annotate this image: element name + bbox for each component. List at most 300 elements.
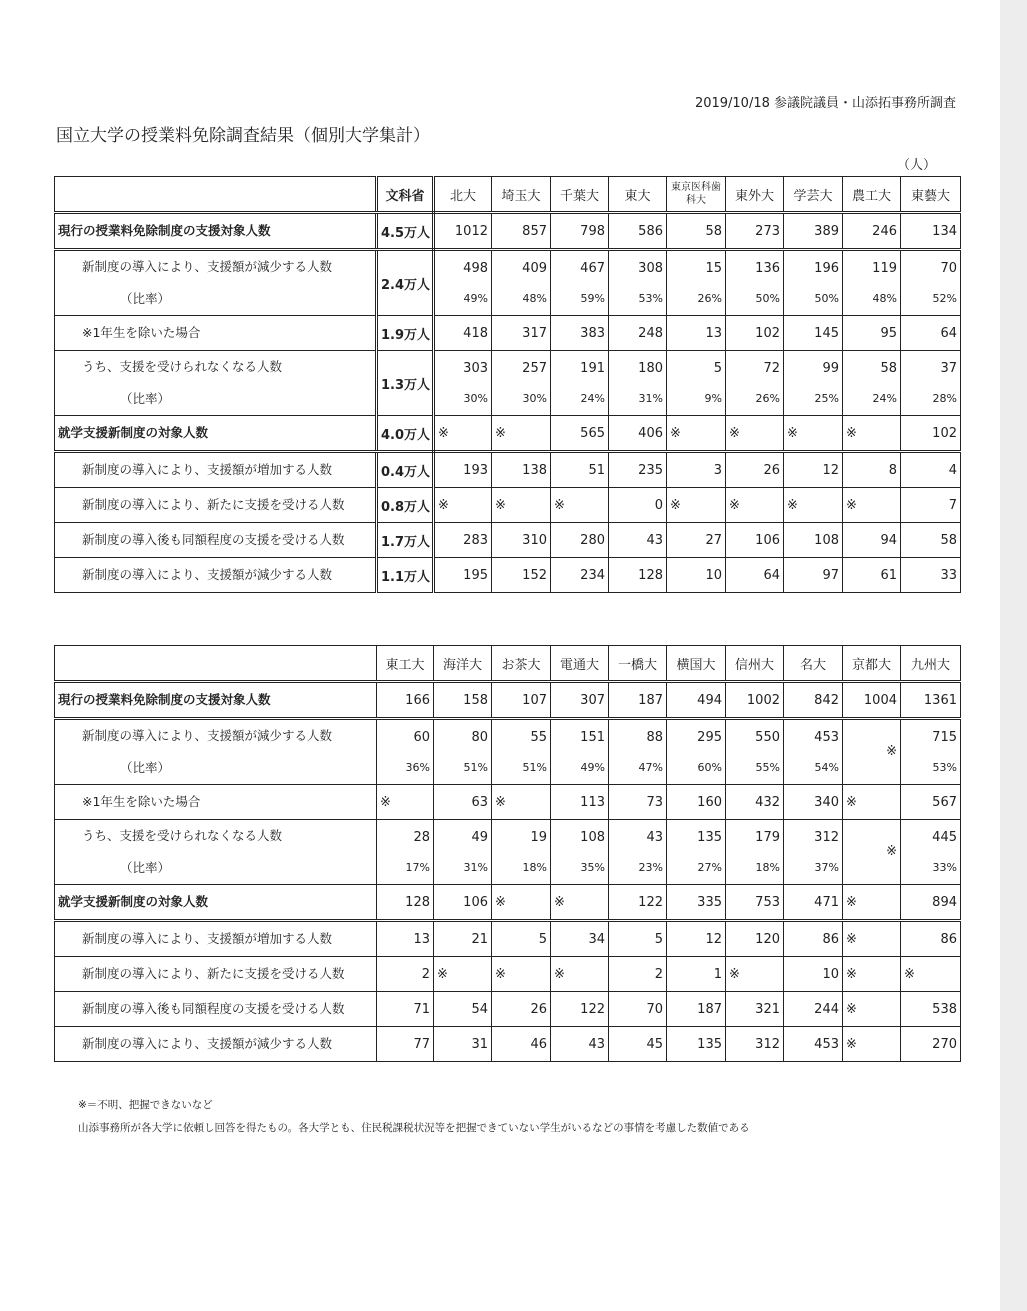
value-cell — [492, 820, 551, 885]
value-cell — [551, 820, 609, 885]
ratio-value: 49% — [463, 292, 488, 305]
count-value: 28 — [413, 830, 430, 845]
value-cell: ※ — [784, 416, 843, 452]
value-cell: 567 — [901, 785, 961, 820]
unit-note: （人） — [896, 158, 936, 173]
row-label — [55, 1027, 377, 1062]
survey-date-line: 2019/10/18 参議院議員・山添拓事務所調査 — [694, 96, 956, 111]
value-cell: 894 — [901, 885, 961, 921]
value-cell: 2 — [377, 957, 434, 992]
value-cell: ※ — [492, 785, 551, 820]
row-label — [55, 523, 377, 558]
value-cell — [492, 351, 551, 416]
value-cell — [377, 719, 434, 785]
row-label-text: ※1年生を除いた場合 — [82, 794, 201, 809]
value-cell: ※ — [843, 785, 901, 820]
value-cell: 10 — [784, 957, 843, 992]
ratio-value: 30% — [522, 392, 547, 405]
table-row — [55, 957, 961, 992]
value-cell: ※ — [492, 488, 551, 523]
ratio-value: 53% — [638, 292, 663, 305]
mext-value: 1.7万人 — [377, 523, 434, 558]
university-header: 千葉大 — [551, 177, 609, 213]
value-cell: 122 — [551, 992, 609, 1027]
value-cell: 273 — [726, 213, 784, 250]
row-label — [55, 719, 377, 785]
value-cell — [843, 719, 901, 785]
value-cell: 122 — [609, 885, 667, 921]
ratio-value: 60% — [697, 761, 722, 774]
value-cell: 34 — [551, 921, 609, 957]
value-cell: 13 — [377, 921, 434, 957]
ratio-value: 9% — [704, 392, 722, 405]
footnote-source: 山添事務所が各大学に依頼し回答を得たもの。各大学とも、住民税課税状況等を把握できていない学生がいるなどの事情を考慮した数値である — [78, 1122, 750, 1134]
ratio-value: 26% — [697, 292, 722, 305]
value-cell — [843, 820, 901, 885]
value-cell: ※ — [551, 957, 609, 992]
university-header: 九州大 — [901, 646, 961, 682]
value-cell: 1002 — [726, 682, 784, 719]
value-cell: ※ — [843, 921, 901, 957]
university-header: 東大 — [609, 177, 667, 213]
value-cell: 158 — [434, 682, 492, 719]
university-header: 東工大 — [377, 646, 434, 682]
value-cell — [609, 820, 667, 885]
ratio-label: （比率） — [120, 391, 171, 406]
ratio-value: 25% — [814, 392, 839, 405]
ratio-value: 51% — [463, 761, 488, 774]
value-cell — [784, 820, 843, 885]
value-cell: 432 — [726, 785, 784, 820]
value-cell: 54 — [434, 992, 492, 1027]
value-cell — [667, 351, 726, 416]
value-cell: 138 — [492, 452, 551, 488]
count-value: 119 — [872, 261, 897, 276]
ratio-value: 30% — [463, 392, 488, 405]
value-cell: 246 — [843, 213, 901, 250]
row-label-text: 就学支援新制度の対象人数 — [58, 425, 209, 440]
count-value: 445 — [932, 830, 957, 845]
ratio-value: 35% — [580, 861, 605, 874]
value-cell: 160 — [667, 785, 726, 820]
university-header: 埼玉大 — [492, 177, 551, 213]
value-cell: 64 — [726, 558, 784, 593]
value-cell — [609, 250, 667, 316]
ratio-value: 18% — [522, 861, 547, 874]
value-cell: 31 — [434, 1027, 492, 1062]
value-cell: ※ — [434, 488, 492, 523]
ratio-value: 55% — [755, 761, 780, 774]
value-cell: 26 — [726, 452, 784, 488]
count-value: 196 — [814, 261, 839, 276]
count-value: 43 — [646, 830, 663, 845]
mext-header: 文科省 — [377, 177, 434, 213]
ratio-value: 18% — [755, 861, 780, 874]
value-cell: 538 — [901, 992, 961, 1027]
ratio-value: 50% — [755, 292, 780, 305]
ratio-value: 28% — [932, 392, 957, 405]
university-header: 名大 — [784, 646, 843, 682]
ratio-value: 59% — [580, 292, 605, 305]
table-row — [55, 523, 961, 558]
header-blank-cell — [55, 646, 377, 682]
count-value: 70 — [940, 261, 957, 276]
table-row — [55, 452, 961, 488]
value-cell: 70 — [609, 992, 667, 1027]
value-cell: 77 — [377, 1027, 434, 1062]
table-row — [55, 250, 961, 316]
table-row — [55, 885, 961, 921]
value-cell: 340 — [784, 785, 843, 820]
value-cell: ※ — [551, 488, 609, 523]
count-value: 257 — [522, 361, 547, 376]
university-header: 海洋大 — [434, 646, 492, 682]
value-cell: 73 — [609, 785, 667, 820]
row-label-text: 現行の授業料免除制度の支援対象人数 — [58, 692, 271, 707]
ratio-label: （比率） — [120, 760, 171, 775]
value-cell — [492, 719, 551, 785]
value-cell: 321 — [726, 992, 784, 1027]
university-header: 東藝大 — [901, 177, 961, 213]
value-cell — [901, 351, 961, 416]
mext-value: 0.4万人 — [377, 452, 434, 488]
value-cell: 406 — [609, 416, 667, 452]
table-row — [55, 213, 961, 250]
mext-value: 1.9万人 — [377, 316, 434, 351]
row-label-text: 新制度の導入により、支援額が増加する人数 — [82, 462, 333, 477]
value-cell — [726, 351, 784, 416]
value-cell: 234 — [551, 558, 609, 593]
row-label — [55, 558, 377, 593]
count-value: 467 — [580, 261, 605, 276]
value-cell: ※ — [784, 488, 843, 523]
value-cell — [667, 820, 726, 885]
row-label-text: 新制度の導入により、支援額が減少する人数 — [82, 1036, 333, 1051]
table-row — [55, 316, 961, 351]
table-row — [55, 992, 961, 1027]
count-value: 715 — [932, 730, 957, 745]
value-cell: 383 — [551, 316, 609, 351]
university-header: 京都大 — [843, 646, 901, 682]
value-cell: 128 — [377, 885, 434, 921]
value-cell: 418 — [434, 316, 492, 351]
header-row — [55, 177, 961, 213]
value-cell: 21 — [434, 921, 492, 957]
count-value: 136 — [755, 261, 780, 276]
count-value: 49 — [471, 830, 488, 845]
university-header: お茶大 — [492, 646, 551, 682]
value-cell — [901, 250, 961, 316]
value-cell — [901, 719, 961, 785]
exemption-table-2 — [54, 645, 961, 1062]
count-value: 60 — [413, 730, 430, 745]
value-cell: 244 — [784, 992, 843, 1027]
count-value: 191 — [580, 361, 605, 376]
value-cell — [784, 351, 843, 416]
table-row — [55, 558, 961, 593]
count-value: 108 — [580, 830, 605, 845]
value-cell: 86 — [784, 921, 843, 957]
value-cell: 46 — [492, 1027, 551, 1062]
row-label — [55, 488, 377, 523]
value-cell: 753 — [726, 885, 784, 921]
ratio-value: 54% — [814, 761, 839, 774]
value-cell: 45 — [609, 1027, 667, 1062]
value-cell: 235 — [609, 452, 667, 488]
count-value: 550 — [755, 730, 780, 745]
value-cell: 310 — [492, 523, 551, 558]
value-cell: 102 — [901, 416, 961, 452]
row-label-text: 就学支援新制度の対象人数 — [58, 894, 209, 909]
value-cell: 4 — [901, 452, 961, 488]
value-cell: 565 — [551, 416, 609, 452]
row-label-text: 新制度の導入により、支援額が減少する人数 — [82, 259, 333, 274]
value-cell: 335 — [667, 885, 726, 921]
value-cell: 108 — [784, 523, 843, 558]
ratio-value: 17% — [405, 861, 430, 874]
count-value: 88 — [646, 730, 663, 745]
ratio-value: 31% — [463, 861, 488, 874]
value-cell: 270 — [901, 1027, 961, 1062]
value-cell — [551, 250, 609, 316]
value-cell: 134 — [901, 213, 961, 250]
value-cell — [609, 351, 667, 416]
value-cell: ※ — [843, 992, 901, 1027]
ratio-value: 47% — [638, 761, 663, 774]
university-header: 横国大 — [667, 646, 726, 682]
mext-value: 4.0万人 — [377, 416, 434, 452]
value-cell: 471 — [784, 885, 843, 921]
ratio-value: 31% — [638, 392, 663, 405]
value-cell — [434, 250, 492, 316]
count-value: 135 — [697, 830, 722, 845]
value-cell: 51 — [551, 452, 609, 488]
value-cell: 145 — [784, 316, 843, 351]
mext-value: 2.4万人 — [377, 250, 434, 316]
value-cell: 317 — [492, 316, 551, 351]
row-label — [55, 316, 377, 351]
value-cell: 187 — [609, 682, 667, 719]
value-cell — [377, 820, 434, 885]
row-label-text: ※1年生を除いた場合 — [82, 325, 201, 340]
value-cell: 152 — [492, 558, 551, 593]
value-cell: 3 — [667, 452, 726, 488]
footnote-legend: ※＝不明、把握できないなど — [78, 1099, 213, 1111]
value-cell: 27 — [667, 523, 726, 558]
table-row — [55, 719, 961, 785]
value-cell: 12 — [784, 452, 843, 488]
value-cell: ※ — [843, 416, 901, 452]
count-value: 37 — [940, 361, 957, 376]
ratio-value: 27% — [697, 861, 722, 874]
value-cell: 5 — [609, 921, 667, 957]
value-cell: 193 — [434, 452, 492, 488]
value-cell: 64 — [901, 316, 961, 351]
value-cell: 312 — [726, 1027, 784, 1062]
count-value: 498 — [463, 261, 488, 276]
row-label — [55, 416, 377, 452]
value-cell — [434, 351, 492, 416]
count-value: 55 — [530, 730, 547, 745]
mext-value: 1.1万人 — [377, 558, 434, 593]
value-cell: 453 — [784, 1027, 843, 1062]
value-cell — [784, 250, 843, 316]
value-cell: ※ — [377, 785, 434, 820]
value-cell: 1004 — [843, 682, 901, 719]
value-cell: 5 — [492, 921, 551, 957]
value-cell: 58 — [901, 523, 961, 558]
value-cell: ※ — [434, 416, 492, 452]
ratio-value: 52% — [932, 292, 957, 305]
value-cell: 61 — [843, 558, 901, 593]
header-row — [55, 646, 961, 682]
count-value: 5 — [713, 361, 722, 376]
value-cell: 389 — [784, 213, 843, 250]
value-cell: 280 — [551, 523, 609, 558]
row-label — [55, 820, 377, 885]
table-row — [55, 921, 961, 957]
value-cell: 26 — [492, 992, 551, 1027]
value-cell — [901, 820, 961, 885]
value-cell: ※ — [726, 416, 784, 452]
value-cell: ※ — [843, 1027, 901, 1062]
value-cell — [843, 250, 901, 316]
row-label-text: 新制度の導入により、新たに支援を受ける人数 — [82, 497, 345, 512]
count-value: 295 — [697, 730, 722, 745]
value-cell: 86 — [901, 921, 961, 957]
value-cell: 7 — [901, 488, 961, 523]
university-header: 信州大 — [726, 646, 784, 682]
value-cell: 166 — [377, 682, 434, 719]
value-cell: 107 — [492, 682, 551, 719]
ratio-value: 33% — [932, 861, 957, 874]
university-header: 農工大 — [843, 177, 901, 213]
count-value: ※ — [886, 844, 897, 859]
table-row — [55, 682, 961, 719]
value-cell: 71 — [377, 992, 434, 1027]
ratio-label: （比率） — [120, 291, 171, 306]
value-cell: ※ — [551, 885, 609, 921]
row-label — [55, 992, 377, 1027]
ratio-value: 24% — [872, 392, 897, 405]
value-cell: 857 — [492, 213, 551, 250]
ratio-value: 26% — [755, 392, 780, 405]
value-cell — [434, 820, 492, 885]
value-cell: 58 — [667, 213, 726, 250]
ratio-value: 48% — [872, 292, 897, 305]
value-cell — [726, 250, 784, 316]
mext-value: 4.5万人 — [377, 213, 434, 250]
value-cell — [609, 719, 667, 785]
table-row — [55, 785, 961, 820]
row-label-text: 新制度の導入により、支援額が増加する人数 — [82, 931, 333, 946]
value-cell — [726, 719, 784, 785]
value-cell: 494 — [667, 682, 726, 719]
row-label-text: 新制度の導入により、新たに支援を受ける人数 — [82, 966, 345, 981]
university-header: 東外大 — [726, 177, 784, 213]
row-label-text: 新制度の導入により、支援額が減少する人数 — [82, 567, 333, 582]
count-value: 308 — [638, 261, 663, 276]
value-cell: ※ — [843, 488, 901, 523]
mext-value: 0.8万人 — [377, 488, 434, 523]
row-label — [55, 452, 377, 488]
value-cell: ※ — [843, 957, 901, 992]
value-cell: ※ — [843, 885, 901, 921]
value-cell: 128 — [609, 558, 667, 593]
value-cell: 43 — [551, 1027, 609, 1062]
value-cell: 1 — [667, 957, 726, 992]
value-cell: 2 — [609, 957, 667, 992]
university-header: 一橋大 — [609, 646, 667, 682]
count-value: 180 — [638, 361, 663, 376]
table-row — [55, 488, 961, 523]
value-cell — [551, 351, 609, 416]
count-value: 72 — [763, 361, 780, 376]
count-value: 453 — [814, 730, 839, 745]
count-value: 179 — [755, 830, 780, 845]
value-cell: 798 — [551, 213, 609, 250]
table-row — [55, 820, 961, 885]
value-cell: 195 — [434, 558, 492, 593]
value-cell: ※ — [726, 488, 784, 523]
count-value: 15 — [705, 261, 722, 276]
value-cell: 842 — [784, 682, 843, 719]
value-cell: 94 — [843, 523, 901, 558]
value-cell: 0 — [609, 488, 667, 523]
value-cell: 10 — [667, 558, 726, 593]
university-header: 東京医科歯科大 — [667, 177, 726, 213]
value-cell: 8 — [843, 452, 901, 488]
exemption-table-1 — [54, 176, 961, 593]
value-cell — [726, 820, 784, 885]
value-cell: 12 — [667, 921, 726, 957]
count-value: 58 — [880, 361, 897, 376]
value-cell: ※ — [667, 416, 726, 452]
value-cell: 113 — [551, 785, 609, 820]
row-label-text: 現行の授業料免除制度の支援対象人数 — [58, 223, 271, 238]
value-cell: 95 — [843, 316, 901, 351]
value-cell: 33 — [901, 558, 961, 593]
value-cell: ※ — [667, 488, 726, 523]
count-value: 151 — [580, 730, 605, 745]
row-label — [55, 785, 377, 820]
row-label-text: 新制度の導入後も同額程度の支援を受ける人数 — [82, 1001, 345, 1016]
row-label-text: 新制度の導入により、支援額が減少する人数 — [82, 728, 333, 743]
value-cell — [843, 351, 901, 416]
value-cell — [667, 719, 726, 785]
ratio-label: （比率） — [120, 860, 171, 875]
value-cell — [434, 719, 492, 785]
value-cell: 1012 — [434, 213, 492, 250]
value-cell — [492, 250, 551, 316]
value-cell: ※ — [434, 957, 492, 992]
value-cell: 135 — [667, 1027, 726, 1062]
university-header: 北大 — [434, 177, 492, 213]
value-cell: 97 — [784, 558, 843, 593]
count-value: 409 — [522, 261, 547, 276]
value-cell: 13 — [667, 316, 726, 351]
row-label-text: 新制度の導入後も同額程度の支援を受ける人数 — [82, 532, 345, 547]
value-cell: 43 — [609, 523, 667, 558]
row-label — [55, 250, 377, 316]
value-cell: 106 — [726, 523, 784, 558]
row-label — [55, 351, 377, 416]
ratio-value: 24% — [580, 392, 605, 405]
count-value: 19 — [530, 830, 547, 845]
value-cell: 307 — [551, 682, 609, 719]
value-cell: 187 — [667, 992, 726, 1027]
row-label — [55, 682, 377, 719]
